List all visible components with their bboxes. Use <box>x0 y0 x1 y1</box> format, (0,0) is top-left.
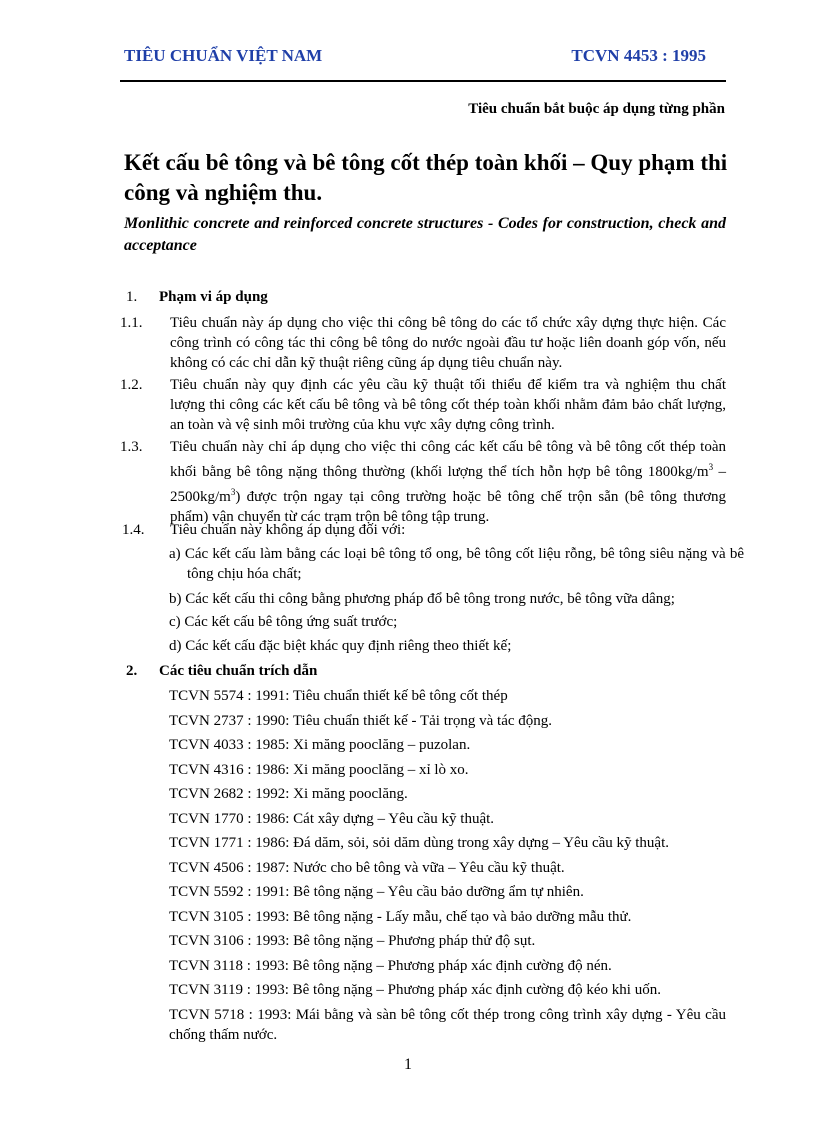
header-standard-name: TIÊU CHUẨN VIỆT NAM <box>124 46 323 65</box>
section-heading: Các tiêu chuẩn trích dẫn <box>159 663 318 679</box>
list-item: b) Các kết cấu thi công bằng phương pháp đổ bê tông trong nước, bê tông vữa dâng; <box>169 591 675 607</box>
reference-item: TCVN 3105 : 1993: Bê tông nặng - Lấy mẫu, chế tạo và bảo dưỡng mẫu thử. <box>169 909 632 925</box>
section-heading: Phạm vi áp dụng <box>159 289 268 305</box>
list-item: a) Các kết cấu làm bằng các loại bê tông tổ ong, bê tông cốt liệu rỗng, bê tông siêu nặng và bê tông chịu hóa chất; <box>169 546 744 582</box>
reference-item: TCVN 1771 : 1986: Đá dăm, sỏi, sỏi dăm dùng trong xây dựng – Yêu cầu kỹ thuật. <box>169 835 670 851</box>
reference-item: TCVN 5574 : 1991: Tiêu chuẩn thiết kế bê tông cốt thép <box>169 688 508 704</box>
item-text: Tiêu chuẩn này áp dụng cho việc thi công bê tông do các tổ chức xây dựng thực hiện. Các công trình có công tác thi công bê tông do nước ngoài đầu tư hoặc liên doanh góp vốn, nếu không có các chỉ dẫn kỹ thuật riêng cũng áp dụng tiêu chuẩn này. <box>170 315 726 371</box>
reference-item: TCVN 5592 : 1991: Bê tông nặng – Yêu cầu bảo dưỡng ẩm tự nhiên. <box>169 884 584 900</box>
list-item: d) Các kết cấu đặc biệt khác quy định riêng theo thiết kế; <box>169 638 512 654</box>
item-text: Tiêu chuẩn này chỉ áp dụng cho việc thi công các kết cấu bê tông và bê tông cốt thép toàn khối bằng bê tông nặng thông thường (khối lượng thể tích hỗn hợp bê tông $1800kg/m^3 - 2500kg/m^3$) được trộn ngay tại công trường hoặc bê tông chế trộn sẵn (bê tông thương phẩm) vận chuyển từ các trạm trộn bê tông tập trung. <box>170 439 726 525</box>
header-standard-code: TCVN 4453 : 1995 <box>571 46 706 65</box>
header-divider <box>120 80 726 82</box>
english-title: Monlithic concrete and reinforced concrete structures - Codes for construction, check and acceptance <box>124 215 726 254</box>
reference-item: TCVN 4316 : 1986: Xi măng pooclăng – xỉ lò xo. <box>169 762 469 778</box>
item-number: 1.4. <box>122 522 145 538</box>
item-text: Tiêu chuẩn này không áp dụng đối với: <box>170 522 406 538</box>
item-number: 1.1. <box>120 315 143 331</box>
reference-item: TCVN 3118 : 1993: Bê tông nặng – Phương pháp xác định cường độ nén. <box>169 958 612 974</box>
section-number: 1. <box>126 289 138 305</box>
item-text: Tiêu chuẩn này quy định các yêu cầu kỹ thuật tối thiểu để kiểm tra và nghiệm thu chất lượng thi công các kết cấu bê tông và bê tông cốt thép toàn khối nhằm đảm bảo chất lượng, an toàn và vệ sinh môi trường của khu vực xây dựng công trình. <box>170 377 726 433</box>
reference-item: TCVN 1770 : 1986: Cát xây dựng – Yêu cầu kỹ thuật. <box>169 811 495 827</box>
subheading: Tiêu chuẩn bắt buộc áp dụng từng phần <box>468 101 725 117</box>
page-number: 1 <box>404 1056 412 1073</box>
section-number: 2. <box>126 663 138 679</box>
document-title: Kết cấu bê tông và bê tông cốt thép toàn khối – Quy phạm thi công và nghiệm thu. <box>124 150 728 205</box>
reference-item: TCVN 5718 : 1993: Mái bằng và sàn bê tông cốt thép trong công trình xây dựng - Yêu cầu chống thấm nước. <box>169 1007 726 1043</box>
reference-item: TCVN 3106 : 1993: Bê tông nặng – Phương pháp thử độ sụt. <box>169 933 536 949</box>
list-item: c) Các kết cấu bê tông ứng suất trước; <box>169 614 398 630</box>
item-number: 1.3. <box>120 439 143 455</box>
reference-item: TCVN 2737 : 1990: Tiêu chuẩn thiết kế - Tải trọng và tác động. <box>169 713 553 729</box>
reference-item: TCVN 4506 : 1987: Nước cho bê tông và vữa – Yêu cầu kỹ thuật. <box>169 860 565 876</box>
item-number: 1.2. <box>120 377 143 393</box>
reference-item: TCVN 2682 : 1992: Xi măng pooclăng. <box>169 786 408 802</box>
reference-item: TCVN 3119 : 1993: Bê tông nặng – Phương pháp xác định cường độ kéo khi uốn. <box>169 982 661 998</box>
reference-item: TCVN 4033 : 1985: Xi măng pooclăng – puzolan. <box>169 737 471 753</box>
